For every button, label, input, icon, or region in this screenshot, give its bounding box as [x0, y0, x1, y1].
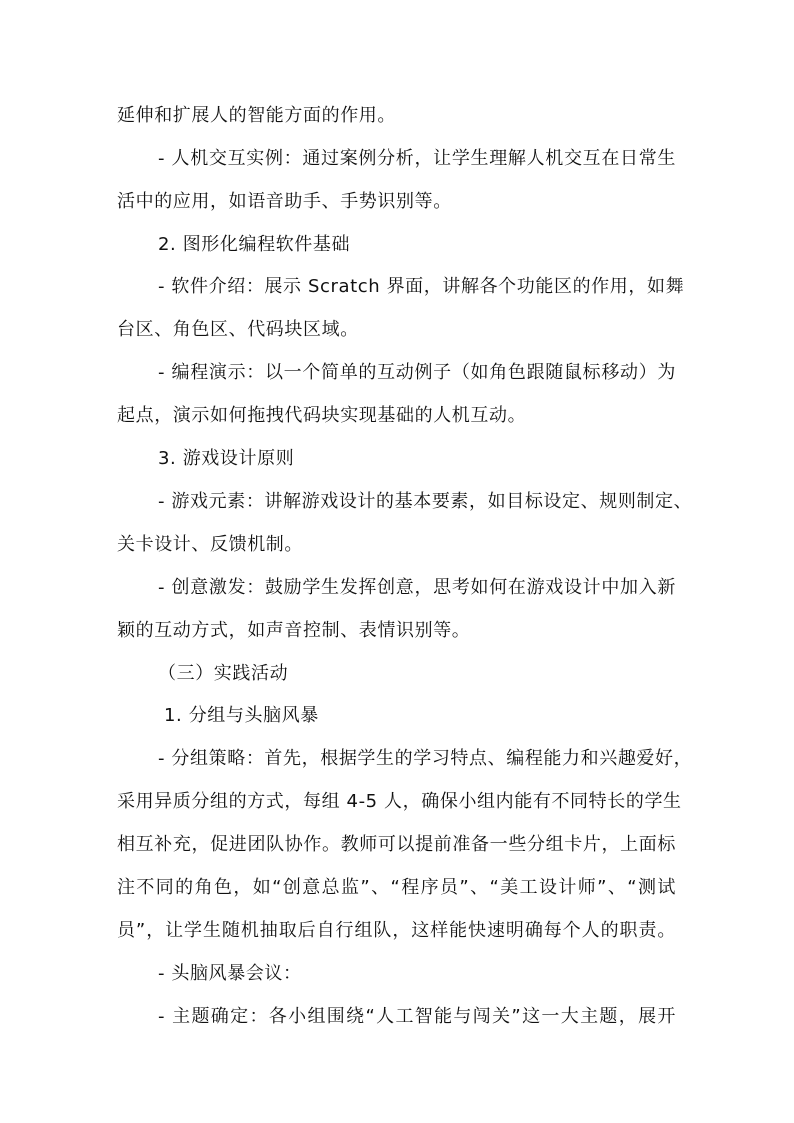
- text-line: - 创意激发：鼓励学生发挥创意，思考如何在游戏设计中加入新: [158, 577, 676, 598]
- section-heading: 3. 游戏设计原则: [158, 448, 295, 469]
- text-line: 颖的互动方式，如声音控制、表情识别等。: [117, 620, 471, 641]
- text-line: 台区、角色区、代码块区域。: [117, 319, 359, 340]
- text-line: - 分组策略：首先，根据学生的学习特点、编程能力和兴趣爱好，: [158, 748, 693, 769]
- text-line: - 人机交互实例：通过案例分析，让学生理解人机交互在日常生: [158, 148, 676, 169]
- text-line: 活中的应用，如语音助手、手势识别等。: [117, 191, 452, 212]
- text-line: 起点，演示如何拖拽代码块实现基础的人机互动。: [117, 405, 527, 426]
- text-line: 采用异质分组的方式，每组 4-5 人，确保小组内能有不同特长的学生: [117, 791, 682, 812]
- text-line: 关卡设计、反馈机制。: [117, 534, 303, 555]
- text-line: - 头脑风暴会议：: [158, 963, 302, 984]
- text-line: - 主题确定：各小组围绕“人工智能与闯关”这一大主题，展开: [158, 1006, 676, 1027]
- text-line: 延伸和扩展人的智能方面的作用。: [117, 105, 396, 126]
- text-line: 注不同的角色，如“创意总监”、“程序员”、“美工设计师”、“测试: [117, 877, 676, 898]
- section-heading: （三）实践活动: [158, 663, 289, 684]
- section-heading: 1. 分组与头脑风暴: [164, 705, 319, 726]
- section-heading: 2. 图形化编程软件基础: [158, 234, 351, 255]
- text-line: 相互补充，促进团队协作。教师可以提前准备一些分组卡片，上面标: [117, 834, 676, 855]
- text-line: - 游戏元素：讲解游戏设计的基本要素，如目标设定、规则制定、: [158, 491, 693, 512]
- text-line: - 编程演示：以一个简单的互动例子（如角色跟随鼠标移动）为: [158, 362, 676, 383]
- text-line: 员”，让学生随机抽取后自行组队，这样能快速明确每个人的职责。: [117, 920, 676, 941]
- text-line: - 软件介绍：展示 Scratch 界面，讲解各个功能区的作用，如舞: [158, 276, 685, 297]
